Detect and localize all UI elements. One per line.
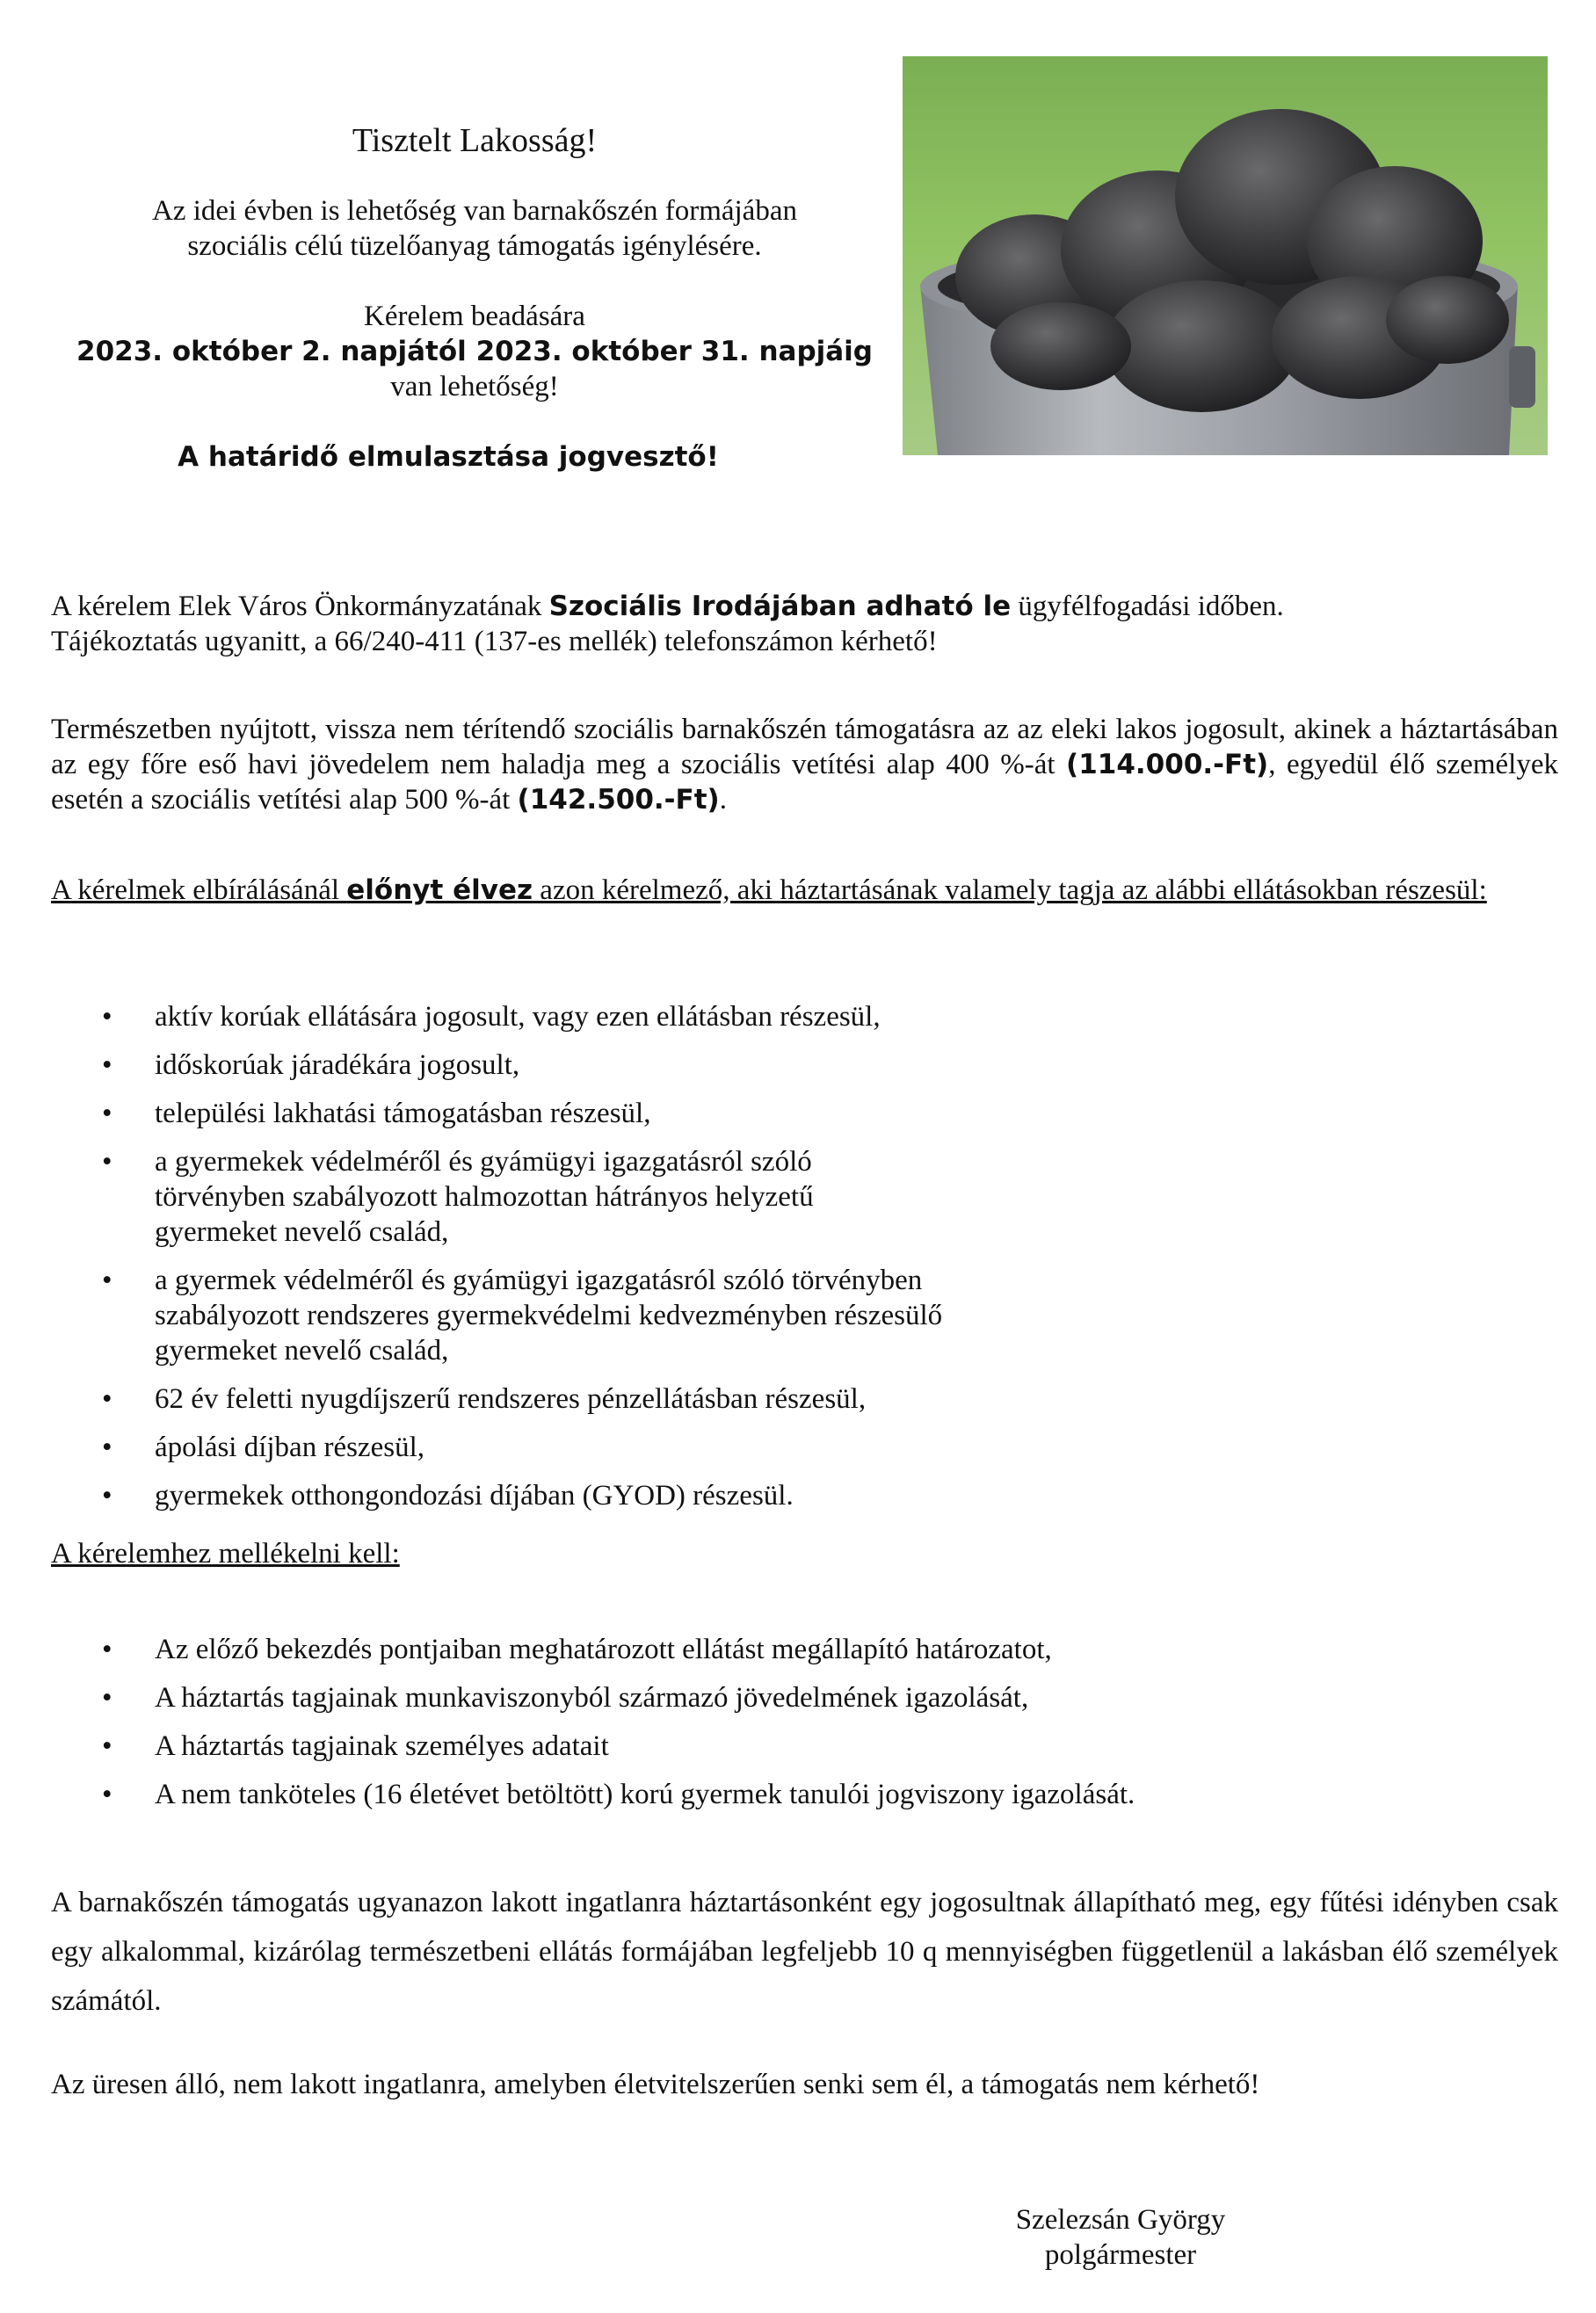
bullet-icon: •: [102, 1001, 112, 1033]
greeting: Tisztelt Lakosság!: [352, 122, 598, 159]
attachments-heading: A kérelemhez mellékelni kell:: [51, 1538, 400, 1570]
office-text-1: A kérelem Elek Város Önkormányzatának: [51, 591, 549, 622]
eligibility-text-3: .: [719, 784, 727, 816]
list-item: • gyermekek otthongondozási díjában (GYOD) részesül.: [102, 1480, 794, 1512]
deadline-warning: A határidő elmulasztása jogvesztő!: [178, 441, 719, 473]
intro-line-1: Az idei évben is lehetőség van barnakőszén formájában: [152, 195, 797, 227]
bullet-icon: •: [102, 1480, 112, 1512]
list-item: • települési lakhatási támogatásban részesül,: [102, 1098, 651, 1129]
header-block: [53, 123, 896, 475]
bullet-icon: •: [102, 1779, 112, 1810]
eligibility-text-1: Természetben nyújtott, vissza nem térítendő szociális barnakőszén támogatásra az az eleki lakos jogosult, akinek a háztartásában az egy főre eső havi jövedelem nem haladja meg a szociális vetítési alap 400 %-át: [51, 714, 1558, 780]
coal-briquettes-icon: [903, 56, 1548, 455]
preference-text-1: A kérelmek elbírálásánál: [51, 874, 347, 906]
bullet-icon: •: [102, 1049, 112, 1081]
attachments-list: [51, 1632, 1558, 1825]
phone-info: Tájékoztatás ugyanitt, a 66/240-411 (137-es mellék) telefonszámon kérhető!: [51, 626, 938, 657]
preference-text-2: azon kérelmező, aki háztartásának valamely tagja az alábbi ellátásokban részesül:: [533, 874, 1487, 906]
intro-line-2: szociális célú tüzelőanyag támogatás igénylésére.: [187, 230, 762, 262]
income-limit-1: (114.000.-Ft): [1066, 749, 1269, 780]
bullet-icon: •: [102, 1634, 112, 1665]
submit-line-1: Kérelem beadására: [364, 301, 585, 332]
eligibility-paragraph: [51, 712, 1558, 817]
bullet-icon: •: [102, 1098, 112, 1129]
bullet-icon: •: [102, 1682, 112, 1714]
office-location: Szociális Irodájában adható le: [548, 591, 1012, 622]
bullet-icon: •: [102, 1146, 112, 1178]
list-item: • aktív korúak ellátására jogosult, vagy ezen ellátásban részesül,: [102, 1001, 881, 1033]
list-item: • A nem tanköteles (16 életévet betöltött) korú gyermek tanulói jogviszony igazolását.: [102, 1779, 1135, 1810]
list-item: • a gyermekek védelméről és gyámügyi igazgatásról szóló törvényben szabályozott halmozottan hátrányos helyzetű gyermeket nevelő család,: [102, 1146, 814, 1248]
submit-dates: 2023. október 2. napjától 2023. október 31. napjáig: [76, 336, 873, 367]
bullet-icon: •: [102, 1730, 112, 1762]
list-item: • A háztartás tagjainak személyes adatait: [102, 1730, 609, 1762]
list-item: • a gyermek védelméről és gyámügyi igazgatásról szóló törvényben szabályozott rendszeres gyermekvédelmi kedvezményben részesülő gyermeket nevelő család,: [102, 1265, 943, 1367]
coal-photo: [903, 56, 1548, 455]
signer-name: Szelezsán György: [1015, 2204, 1226, 2236]
office-paragraph: [51, 589, 1558, 659]
submit-line-3: van lehetőség!: [390, 371, 559, 402]
eligibility-text-2: , egyedül élő személyek esetén a szociális vetítési alap 500 %-át: [51, 749, 1558, 816]
list-item: • 62 év feletti nyugdíjszerű rendszeres pénzellátásban részesül,: [102, 1383, 867, 1415]
bullet-icon: •: [102, 1432, 112, 1463]
list-item: • A háztartás tagjainak munkaviszonyból származó jövedelmének igazolását,: [102, 1682, 1029, 1714]
preference-list: [51, 999, 1558, 1526]
signer-title: polgármester: [1044, 2239, 1197, 2271]
empty-property-paragraph: Az üresen álló, nem lakott ingatlanra, amelyben életvitelszerűen senki sem él, a támogatás nem kérhető!: [51, 2069, 1260, 2100]
bullet-icon: •: [102, 1265, 112, 1296]
list-item: • ápolási díjban részesül,: [102, 1432, 424, 1463]
list-item: • Az előző bekezdés pontjaiban meghatározott ellátást megállapító határozatot,: [102, 1634, 1052, 1665]
income-limit-2: (142.500.-Ft): [517, 784, 720, 816]
preference-bold: előnyt élvez: [346, 874, 533, 906]
bullet-icon: •: [102, 1383, 112, 1415]
preference-heading: [51, 870, 1558, 911]
signature-block: [932, 2202, 1309, 2273]
office-text-2: ügyfélfogadási időben.: [1011, 591, 1284, 622]
quantity-paragraph: A barnakőszén támogatás ugyanazon lakott ingatlanra háztartásonként egy jogosultnak állapítható meg, egy fűtési idényben csak egy alkalommal, kizárólag természetbeni ellátás formájában legfeljebb 10 q mennyiségben függetlenül a lakásban élő személyek számától.: [51, 1887, 1558, 2017]
list-item: • időskorúak járadékára jogosult,: [102, 1049, 520, 1081]
